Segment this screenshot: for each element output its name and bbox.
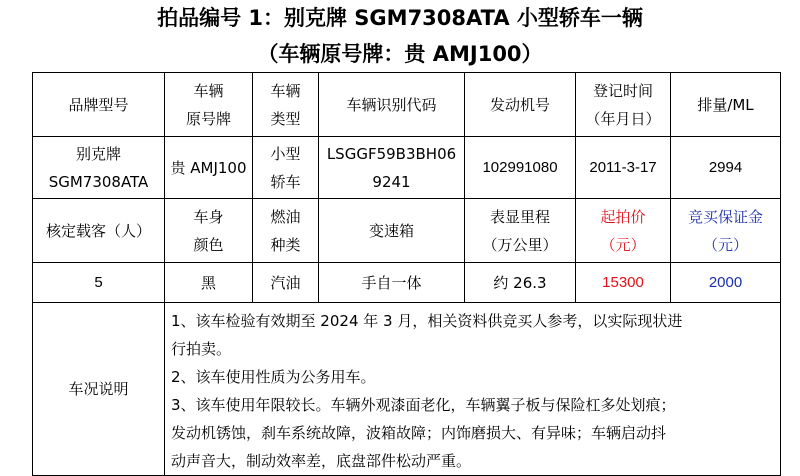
- header-orig-plate: 车辆 原号牌: [165, 73, 253, 137]
- notes-row: [33, 303, 781, 476]
- table-header-row-2: [33, 199, 781, 263]
- cell-brand-model: 别克牌 SGM7308ATA: [33, 137, 165, 199]
- note-line: 3、该车使用年限较长。车辆外观漆面老化，车辆翼子板与保险杠多处划痕；: [171, 396, 676, 414]
- cell-start-price: 15300: [576, 263, 671, 303]
- header-start-price: 起拍价 （元）: [576, 199, 671, 263]
- note-line: 发动机锈蚀，刹车系统故障，波箱故障；内饰磨损大、有异味；车辆启动抖: [171, 424, 667, 442]
- header-fuel: 燃油 种类: [253, 199, 319, 263]
- cell-mileage: 约 26.3: [465, 263, 576, 303]
- cell-orig-plate: 贵 AMJ100: [165, 137, 253, 199]
- cell-gearbox: 手自一体: [319, 263, 465, 303]
- note-line: 2、该车使用性质为公务用车。: [171, 368, 376, 386]
- header-deposit: 竞买保证金 （元）: [671, 199, 781, 263]
- note-line: 1、该车检验有效期至 2024 年 3 月，相关资料供竞买人参考，以实际现状进: [171, 312, 683, 330]
- header-vehicle-type: 车辆 类型: [253, 73, 319, 137]
- notes-label: 车况说明: [33, 303, 165, 476]
- note-line: 行拍卖。: [171, 340, 232, 358]
- table-row: [33, 137, 781, 199]
- cell-fuel: 汽油: [253, 263, 319, 303]
- notes-content: [165, 303, 781, 476]
- header-brand-model: 品牌型号: [33, 73, 165, 137]
- header-engine-no: 发动机号: [465, 73, 576, 137]
- header-displacement: 排量/ML: [671, 73, 781, 137]
- table-row: [33, 263, 781, 303]
- header-reg-time: 登记时间 （年月日）: [576, 73, 671, 137]
- cell-displacement: 2994: [671, 137, 781, 199]
- cell-seats: 5: [33, 263, 165, 303]
- header-gearbox: 变速箱: [319, 199, 465, 263]
- cell-deposit: 2000: [671, 263, 781, 303]
- cell-vin: LSGGF59B3BH06 9241: [319, 137, 465, 199]
- table-header-row-1: [33, 73, 781, 137]
- page-title: 拍品编号 1：别克牌 SGM7308ATA 小型轿车一辆: [157, 6, 643, 30]
- vehicle-spec-table: [32, 72, 781, 476]
- note-line: 动声音大，制动效率差，底盘部件松动严重。: [171, 452, 472, 470]
- cell-vehicle-type: 小型 轿车: [253, 137, 319, 199]
- page-subtitle: （车辆原号牌：贵 AMJ100）: [257, 42, 543, 66]
- cell-body-color: 黑: [165, 263, 253, 303]
- cell-reg-time: 2011-3-17: [576, 137, 671, 199]
- header-mileage: 表显里程 （万公里）: [465, 199, 576, 263]
- header-body-color: 车身 颜色: [165, 199, 253, 263]
- header-seats: 核定载客（人）: [33, 199, 165, 263]
- cell-engine-no: 102991080: [465, 137, 576, 199]
- header-vin: 车辆识别代码: [319, 73, 465, 137]
